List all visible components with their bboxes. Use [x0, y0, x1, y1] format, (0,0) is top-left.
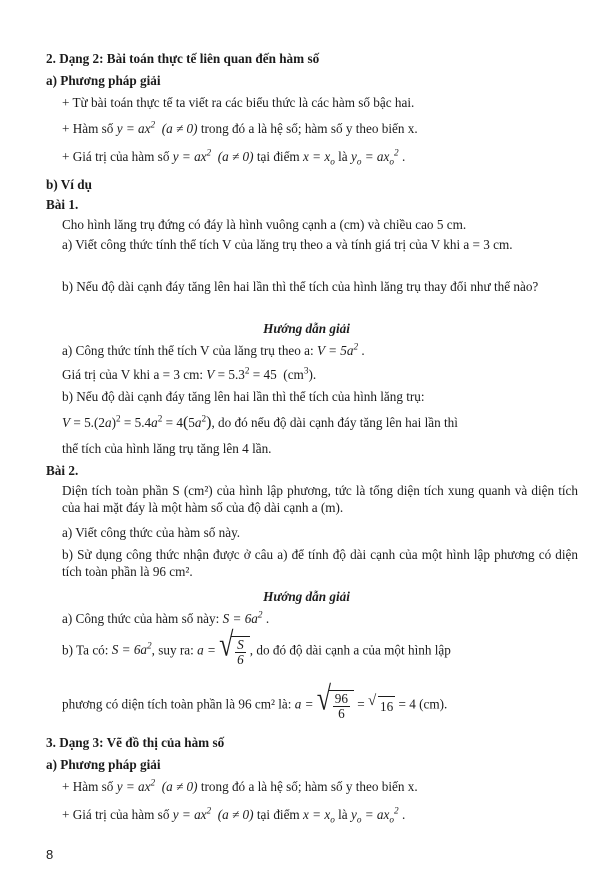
section-3-method-1: + Hàm số $y = ax^2$ (a ≠ 0) trong đó a là hệ số; hàm số y theo biến x. — [62, 777, 418, 794]
bai-2-problem-2: a) Viết công thức của hàm số này. — [62, 525, 241, 540]
formula-s-6a2: $S = 6a^2$ — [222, 609, 263, 626]
bai-1-problem-1: Cho hình lăng trụ đứng có đáy là hình vuông cạnh a (cm) và chiều cao 5 cm. — [62, 217, 467, 232]
formula-y-ax2: $y = ax^2$ (a ≠ 0) — [116, 777, 198, 794]
section-3-method-heading: a) Phương pháp giải — [46, 757, 161, 772]
bai-1-solution-3: b) Nếu độ dài cạnh đáy tăng lên hai lần thì thể tích của hình lăng trụ: — [62, 389, 425, 404]
page-number: 8 — [46, 847, 54, 862]
sqrt-16: √ 16 — [368, 696, 395, 715]
formula-y0: $y_o = ax_o^2$ — [350, 805, 399, 825]
bai-2-solution-1: a) Công thức của hàm số này: $S = 6a^2$ . — [62, 609, 270, 626]
bai-1-solution-2: Giá trị của V khi a = 3 cm: $V = 5.3^2 = 45$ $(cm^3)$. — [62, 365, 317, 382]
formula-y-ax2: $y = ax^2$ (a ≠ 0) — [172, 805, 254, 822]
section-2-method-heading: a) Phương pháp giải — [46, 73, 161, 88]
formula-y-ax2: $y = ax^2$ (a ≠ 0) — [172, 147, 254, 164]
section-2-method-2: + Hàm số $y = ax^2$ (a ≠ 0) trong đó a là hệ số; hàm số y theo biến x. — [62, 119, 418, 136]
bai-1-solution-4: $V = 5.(2a)^2 = 5.4a^2 = 4(5a^2)$, do đó nếu độ dài cạnh đáy tăng lên hai lần thì — [62, 413, 458, 431]
sqrt-s-over-6: √ $\frac{S}{6}$ — [219, 636, 250, 667]
formula-v-value: $V = 5.3^2 = 45$ $(cm^3)$. — [206, 365, 317, 382]
formula-x-x0: $x = x_o$ — [303, 807, 335, 825]
formula-s-6a2: $S = 6a^2$ — [111, 641, 152, 658]
sqrt-96-over-6: √ $\frac{96}{6}$ — [317, 690, 354, 721]
section-2-method-1: + Từ bài toán thực tế ta viết ra các biểu thức là các hàm số bậc hai. — [62, 95, 415, 110]
formula-v-2a: $V = 5.(2a)^2 = 5.4a^2 = 4(5a^2)$ — [62, 413, 212, 431]
section-3-method-2: + Giá trị của hàm số $y = ax^2$ (a ≠ 0) tại điểm $x = x_o$ là $y_o = ax_o^2$ . — [62, 805, 406, 825]
bai-2-solution-3: phương có diện tích toàn phần là 96 cm² là: a = √ $\frac{96}{6}$ = √ 16 = 4 (cm). — [62, 690, 592, 721]
formula-y-ax2: $y = ax^2$ (a ≠ 0) — [116, 119, 198, 136]
bai-1-title: Bài 1. — [46, 197, 79, 212]
section-3-heading: 3. Dạng 3: Vẽ đồ thị của hàm số — [46, 735, 225, 750]
formula-y0: $y_o = ax_o^2$ — [350, 147, 399, 167]
bai-2-title: Bài 2. — [46, 463, 79, 478]
bai-1-guide-heading: Hướng dẫn giải — [263, 321, 350, 336]
bai-1-problem-2: a) Viết công thức tính thể tích V của lăng trụ theo a và tính giá trị của V khi a = 3 cm. — [62, 237, 513, 252]
bai-1-solution-5: thể tích của hình lăng trụ tăng lên 4 lần. — [62, 441, 272, 456]
bai-2-problem-3: b) Sử dụng công thức nhận được ở câu a) để tính độ dài cạnh của một hình lập phương có diện tích toàn phần là 96 cm². — [62, 547, 578, 580]
formula-x-x0: $x = x_o$ — [303, 149, 335, 167]
section-2-example-heading: b) Ví dụ — [46, 177, 92, 192]
bai-2-guide-heading: Hướng dẫn giải — [263, 589, 350, 604]
formula-v-5a2: $V = 5a^2$ — [316, 341, 359, 358]
section-2-heading: 2. Dạng 2: Bài toán thực tế liên quan đến hàm số — [46, 51, 320, 66]
bai-1-problem-3: b) Nếu độ dài cạnh đáy tăng lên hai lần thì thể tích của hình lăng trụ thay đổi như thế nào? — [62, 279, 539, 294]
bai-1-solution-1: a) Công thức tính thể tích V của lăng trụ theo a: $V = 5a^2$ . — [62, 341, 365, 358]
bai-2-problem-1: Diện tích toàn phần S (cm²) của hình lập phương, tức là tổng diện tích xung quanh và diện tích của hai mặt đáy là một hàm số của độ dài cạnh a (m). — [62, 483, 578, 516]
section-2-method-3: + Giá trị của hàm số $y = ax^2$ (a ≠ 0) tại điểm $x = x_o$ là $y_o = ax_o^2$ . — [62, 147, 406, 167]
formula-a-sqrt-s6: a = — [197, 642, 220, 658]
bai-2-solution-2: b) Ta có: $S = 6a^2$, suy ra: a = √ $\frac{S}{6}$ , do đó độ dài cạnh a của một hình lập — [62, 636, 592, 667]
